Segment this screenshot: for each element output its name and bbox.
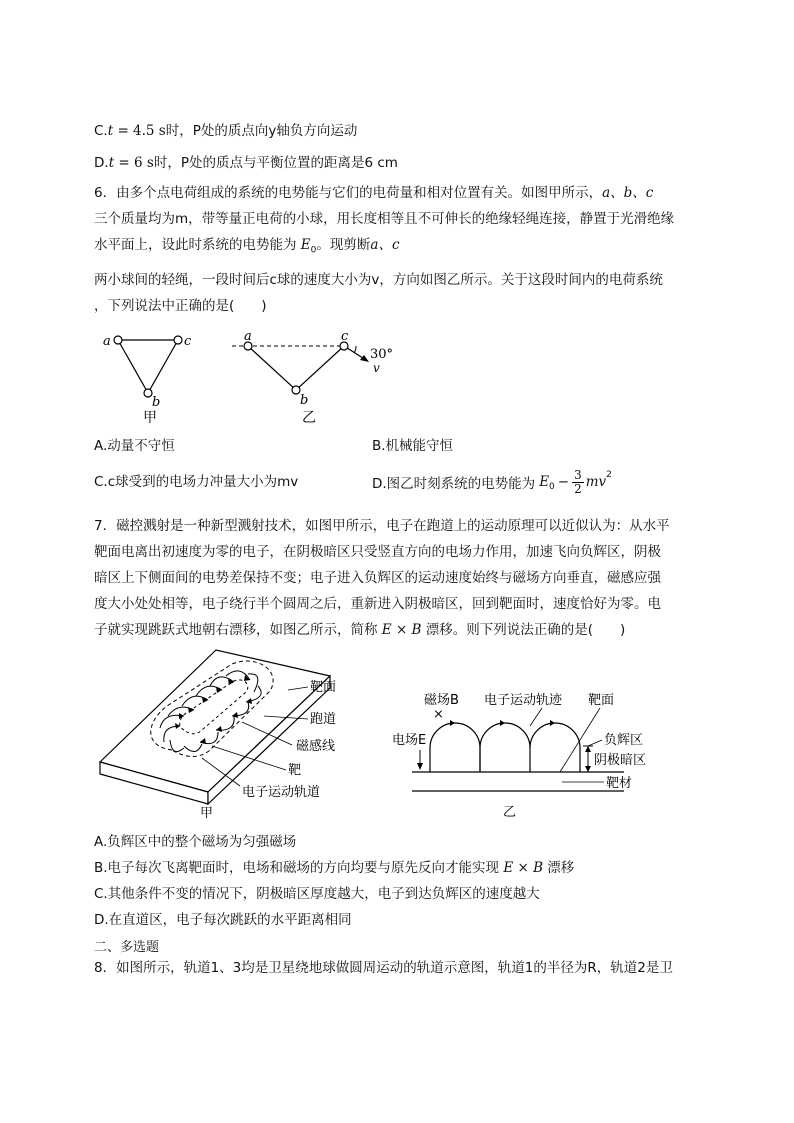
label-target-face: 靶面 <box>310 680 337 695</box>
q7-stem-line1: 7．磁控溅射是一种新型溅射技术，如图甲所示，电子在跑道上的运动原理可以近似认为：从水平 <box>94 518 670 534</box>
q6-option-b: B.机械能守恒 <box>372 438 454 454</box>
q6-stem-line3: 水平面上，设此时系统的电势能为 $E_0$。现剪断a、c <box>94 237 400 256</box>
q7-stem-line2: 靶面电离出初速度为零的电子，在阴极暗区只受竖直方向的电场力作用，加速飞向负辉区，阴极 <box>94 544 661 560</box>
dark-zone-arrow-up <box>585 746 591 752</box>
string-ab <box>118 340 148 393</box>
label-c: c <box>341 329 349 344</box>
label-a: a <box>244 329 252 344</box>
label-b: b <box>300 393 309 408</box>
angle-label: 30° <box>370 347 394 362</box>
q7-stem-line4: 度大小处处相等，电子绕行半个圆周之后，重新进入阴极暗区，回到靶面时，速度恰好为零。电 <box>94 596 661 612</box>
string-ab <box>248 346 296 390</box>
q7-option-c: C.其他条件不变的情况下，阴极暗区厚度越大，电子到达负辉区的速度越大 <box>94 886 540 902</box>
q7-option-b: B.电子每次飞离靶面时，电场和磁场的方向均要与原先反向才能实现 E × B 漂移 <box>94 860 575 876</box>
field-e-arrowhead <box>417 763 423 770</box>
label-target: 靶 <box>288 763 302 778</box>
label-orbit: 电子运动轨道 <box>242 785 321 800</box>
caption-yi: 乙 <box>503 805 517 820</box>
fraction-3-2: $\frac{3}{2}$ <box>574 467 582 496</box>
q6-stem-line1: 6．由多个点电荷组成的系统的电势能与它们的电荷量和相对位置有关。如图甲所示，a、b、c <box>94 185 654 201</box>
label-b: b <box>152 395 161 410</box>
angle-arc <box>354 346 356 353</box>
string-bc <box>296 346 344 390</box>
q6-option-c: C.c球受到的电场力冲量大小为mv <box>94 474 299 490</box>
q8-stem-line1: 8．如图所示，轨道1、3均是卫星绕地球做圆周运动的轨道示意图，轨道1的半径为R，轨道2是卫 <box>94 960 673 976</box>
caption-jia: 甲 <box>200 806 214 821</box>
q7-option-d: D.在直道区，电子每次跳跃的水平距离相同 <box>94 912 352 928</box>
label-field-b: 磁场B <box>424 693 459 708</box>
q6-option-d: D.图乙时刻系统的电势能为 E $_0$ − $\frac{3}{2}$ mv $^2$ <box>372 467 612 496</box>
velocity-label: v <box>373 361 380 375</box>
electron-trajectory <box>430 723 580 772</box>
q5-option-d: D.t = 6 s时，P处的质点与平衡位置的距离是6 cm <box>94 155 398 171</box>
ball-b <box>292 386 300 394</box>
ball-a <box>114 336 122 344</box>
string-bc <box>148 340 178 393</box>
field-b-cross: × <box>433 707 444 722</box>
q7-figure-jia <box>92 646 382 822</box>
q6-figure-yi <box>228 326 408 426</box>
orbit-leader <box>530 708 542 726</box>
velocity-arrowhead <box>360 355 369 362</box>
caption-jia: 甲 <box>143 410 157 426</box>
q6-stem-line4: 两小球间的轻绳，一段时间后c球的速度大小为v，方向如图乙所示。关于这段时间内的电荷系统 <box>94 272 663 288</box>
q6-stem-line2: 三个质量均为m，带等量正电荷的小球，用长度相等且不可伸长的绝缘轻绳连接，静置于光滑绝缘 <box>94 211 675 227</box>
ball-c <box>174 336 182 344</box>
ball-b <box>144 389 152 397</box>
q6-figure-jia <box>98 326 198 426</box>
q5-option-c: C.t = 4.5 s时，P处的质点向y轴负方向运动 <box>94 123 358 139</box>
q6-option-a: A.动量不守恒 <box>94 438 175 454</box>
q7-figure-yi <box>392 688 692 820</box>
label-c: c <box>184 334 192 349</box>
label-runway: 跑道 <box>310 712 337 727</box>
label-target-face: 靶面 <box>588 693 615 708</box>
section-title-multiple-choice: 二、多选题 <box>94 940 160 955</box>
dark-zone-arrow-down <box>585 766 591 772</box>
label-target-material: 靶材 <box>606 776 633 791</box>
q7-option-a: A.负辉区中的整个磁场为匀强磁场 <box>94 834 297 850</box>
label-field-e: 电场E <box>392 733 427 748</box>
negative-glow-leader <box>588 740 602 746</box>
label-a: a <box>103 334 111 349</box>
q6-stem-line5: ，下列说法中正确的是( ) <box>94 298 267 314</box>
label-dark-zone: 阴极暗区 <box>594 753 647 768</box>
caption-yi: 乙 <box>302 410 316 426</box>
label-orbit: 电子运动轨迹 <box>484 693 563 708</box>
q7-stem-line3: 暗区上下侧面间的电势差保持不变；电子进入负辉区的运动速度始终与磁场方向垂直，磁感应强 <box>94 570 661 586</box>
label-field-lines: 磁感线 <box>296 739 336 754</box>
q7-stem-line5: 子就实现跳跃式地朝右漂移，如图乙所示，简称 E × B 漂移。则下列说法正确的是( ) <box>94 622 626 638</box>
label-negative-glow: 负辉区 <box>604 733 644 748</box>
